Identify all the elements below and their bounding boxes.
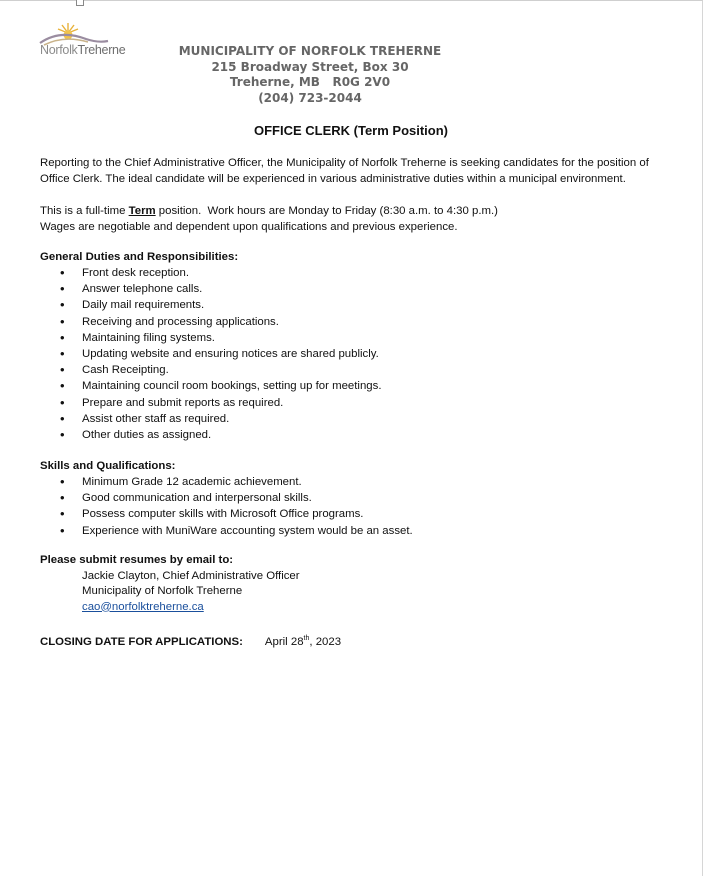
posting-title: OFFICE CLERK (Term Position) <box>253 123 449 138</box>
closing-date-label: CLOSING DATE FOR APPLICATIONS: <box>40 635 243 648</box>
letterhead-address <box>150 44 470 106</box>
wages-line: Wages are negotiable and dependent upon qualifications and previous experience. <box>40 221 458 233</box>
submit-section <box>40 553 670 615</box>
letterhead-name: MUNICIPALITY OF NORFOLK TREHERNE <box>178 44 442 58</box>
list-item: • Cash Receipting. <box>40 362 670 378</box>
letterhead-city: Treherne, MB R0G 2V0 <box>229 75 391 89</box>
list-item: • Updating website and ensuring notices are shared publicly. <box>40 346 670 362</box>
skills-section <box>40 458 670 539</box>
list-item: • Other duties as assigned. <box>40 427 670 443</box>
contact-email-link[interactable]: cao@norfolktreherne.ca <box>82 600 204 613</box>
list-item: • Possess computer skills with Microsoft Office programs. <box>40 506 670 522</box>
list-item: • Maintaining council room bookings, setting up for meetings. <box>40 378 670 394</box>
list-item: • Experience with MuniWare accounting system would be an asset. <box>40 523 670 539</box>
letterhead-phone: (204) 723-2044 <box>258 90 362 105</box>
municipality-logo <box>38 19 128 59</box>
list-item: • Maintaining filing systems. <box>40 330 670 346</box>
closing-date-value: April 28th, 2023 <box>264 635 342 648</box>
contact-name: Jackie Clayton, Chief Administrative Officer <box>82 569 300 582</box>
term-emphasis: Term <box>128 205 156 217</box>
skills-heading: Skills and Qualifications: <box>40 460 176 472</box>
submit-heading: Please submit resumes by email to: <box>40 554 234 566</box>
list-item: • Good communication and interpersonal skills. <box>40 490 670 506</box>
logo-wordmark: NorfolkTreherne <box>40 43 126 57</box>
skills-list <box>40 474 670 539</box>
employment-details <box>40 203 670 235</box>
list-item: • Minimum Grade 12 academic achievement. <box>40 474 670 490</box>
duties-heading: General Duties and Responsibilities: <box>40 251 239 263</box>
employment-line: This is a full-time Term position. Work hours are Monday to Friday (8:30 a.m. to 4:30 p.m.) <box>40 205 498 217</box>
duties-section <box>40 249 670 443</box>
duties-list <box>40 265 670 443</box>
intro-paragraph: Reporting to the Chief Administrative Officer, the Municipality of Norfolk Treherne is seeking candidates for the position of Office Clerk. The ideal candidate will be experienced in various administrative duties within a municipal environment. <box>40 157 649 185</box>
list-item: • Receiving and processing applications. <box>40 314 670 330</box>
list-item: • Prepare and submit reports as required. <box>40 395 670 411</box>
list-item: • Assist other staff as required. <box>40 411 670 427</box>
list-item: • Daily mail requirements. <box>40 297 670 313</box>
contact-organization: Municipality of Norfolk Treherne <box>82 585 243 597</box>
page-corner-marker <box>76 0 84 6</box>
closing-date-line <box>40 631 670 650</box>
list-item: • Front desk reception. <box>40 265 670 281</box>
list-item: • Answer telephone calls. <box>40 281 670 297</box>
letterhead-street: 215 Broadway Street, Box 30 <box>211 59 409 74</box>
